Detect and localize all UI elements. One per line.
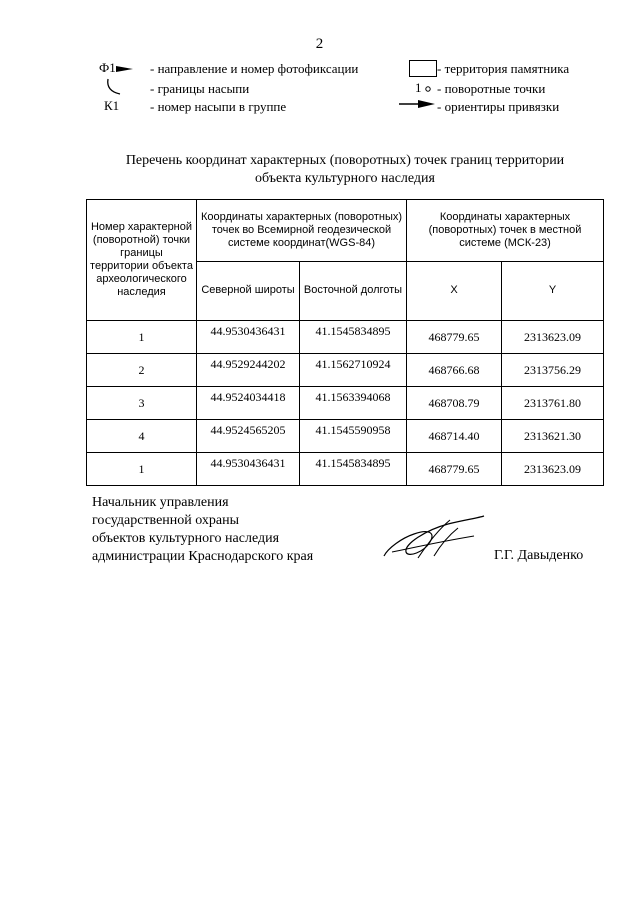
longitude-value: 41.1545834895 [300,453,407,486]
legend-turn-point-text: - поворотные точки [437,81,546,96]
title-line-1: Перечень координат характерных (поворотных) точек границ территории [125,153,565,168]
turn-point-dot-icon [424,85,432,93]
table-row [87,453,604,486]
latitude-value: 44.9524565205 [197,420,300,453]
mound-number-symbol: К1 [104,98,120,113]
landmark-arrow-icon [398,98,438,110]
header-msk23: Координаты характерных (поворотных) точек в местной системе (МСК-23) [407,200,604,262]
x-value: 468779.65 [407,321,502,354]
latitude-value: 44.9530436431 [197,321,300,354]
signatory-name: Г.Г. Давыденко [494,548,584,563]
latitude-value: 44.9530436431 [197,453,300,486]
legend-mound-number-text: - номер насыпи в группе [150,99,287,114]
header-wgs84: Координаты характерных (поворотных) точек во Всемирной геодезической системе координат(WGS-84) [197,200,407,262]
point-number: 1 [87,453,197,486]
position-line-1: Начальник управления [92,495,229,510]
longitude-value: 41.1563394068 [300,387,407,420]
photo-fixation-symbol [99,60,134,76]
header-y: Y [502,261,604,321]
x-value: 468714.40 [407,420,502,453]
x-value: 468779.65 [407,453,502,486]
mound-boundary-icon [105,77,123,97]
table-row [87,354,604,387]
latitude-value: 44.9529244202 [197,354,300,387]
document-title [60,152,630,188]
y-value: 2313761.80 [502,387,604,420]
latitude-value: 44.9524034418 [197,387,300,420]
header-x: X [407,261,502,321]
longitude-value: 41.1562710924 [300,354,407,387]
legend-territory-text: - территория памятника [437,61,570,76]
signatory-position [92,494,313,566]
turn-point-symbol [415,80,432,96]
header-point-number: Номер характерной (поворотной) точки границы территории объекта археологического наследия [87,200,197,321]
header-latitude: Северной широты [197,261,300,321]
y-value: 2313623.09 [502,453,604,486]
position-line-2: государственной охраны [92,513,240,528]
legend-landmark-text: - ориентиры привязки [437,99,560,114]
point-number: 2 [87,354,197,387]
table-row [87,420,604,453]
x-value: 468708.79 [407,387,502,420]
page-number: 2 [315,36,324,52]
point-number: 1 [87,321,197,354]
title-line-2: объекта культурного наследия [255,171,435,186]
legend-mound-bounds-text: - границы насыпи [150,81,250,96]
turn-point-number: 1 [415,80,422,95]
territory-box-icon [409,60,437,77]
photo-direction-arrow-icon [116,64,134,74]
coordinates-table [86,199,604,486]
longitude-value: 41.1545590958 [300,420,407,453]
point-number: 3 [87,387,197,420]
longitude-value: 41.1545834895 [300,321,407,354]
header-longitude: Восточной долготы [300,261,407,321]
legend-photo-text: - направление и номер фотофиксации [150,61,359,76]
handwritten-signature [378,508,490,564]
table-row [87,387,604,420]
y-value: 2313756.29 [502,354,604,387]
position-line-3: объектов культурного наследия [92,531,280,546]
position-line-4: администрации Краснодарского края [92,549,314,564]
table-row [87,321,604,354]
y-value: 2313623.09 [502,321,604,354]
photo-fixation-label: Ф1 [99,60,116,75]
point-number: 4 [87,420,197,453]
x-value: 468766.68 [407,354,502,387]
y-value: 2313621.30 [502,420,604,453]
